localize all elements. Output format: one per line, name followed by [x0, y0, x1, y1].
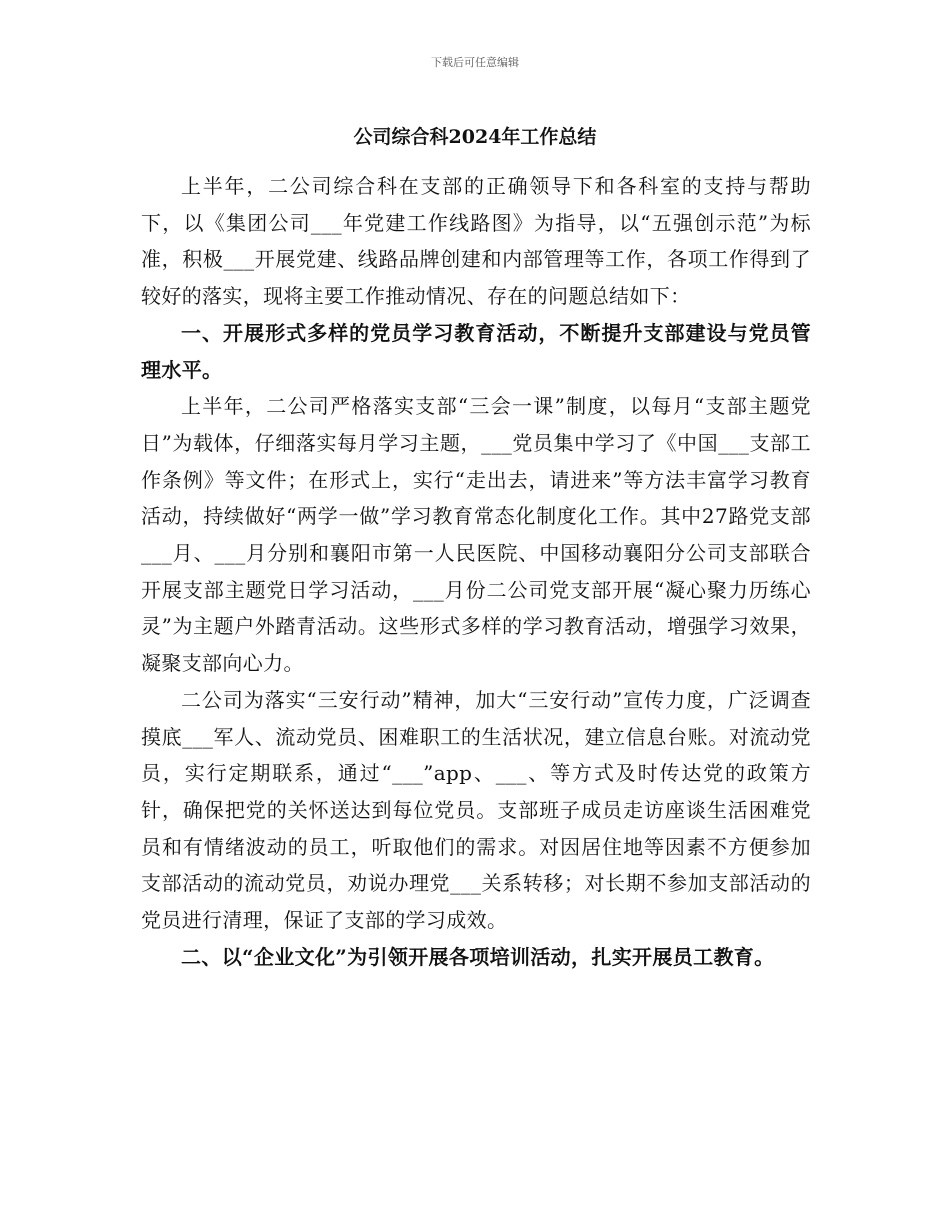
document-title: 公司综合科2024年工作总结 — [353, 126, 597, 148]
section-heading-1: 一、开展形式多样的党员学习教育活动，不断提升支部建设与党员管理水平。 — [141, 320, 811, 382]
section-heading-2: 二、以“企业文化”为引领开展各项培训活动，扎实开展员工教育。 — [181, 944, 775, 969]
header-note: 下载后可任意编辑 — [431, 56, 519, 69]
document-body — [141, 168, 811, 975]
paragraph-three-safety: 二公司为落实“三安行动”精神，加大“三安行动”宣传力度，广泛调查摸底___军人、流动党员、困难职工的生活状况，建立信息台账。对流动党员，实行定期联系，通过“___”app、___、等方式及时传达党的政策方针，确保把党的关怀送达到每位党员。支部班子成员走访座谈生活困难党员和有情绪波动的员工，听取他们的需求。对因居住地等因素不方便参加支部活动的流动党员，劝说办理党___关系转移；对长期不参加支部活动的党员进行清理，保证了支部的学习成效。 — [141, 687, 811, 933]
paragraph-study-activities: 上半年，二公司严格落实支部“三会一课”制度，以每月“支部主题党日”为载体，仔细落实每月学习主题，___党员集中学习了《中国___支部工作条例》等文件；在形式上，实行“走出去，请进来”等方法丰富学习教育活动，持续做好“两学一做”学习教育常态化制度化工作。其中27路党支部___月、___月分别和襄阳市第一人民医院、中国移动襄阳分公司支部联合开展支部主题党日学习活动，___月份二公司党支部开展“凝心聚力历练心灵”为主题户外踏青活动。这些形式多样的学习教育活动，增强学习效果，凝聚支部向心力。 — [141, 394, 811, 676]
paragraph-intro: 上半年，二公司综合科在支部的正确领导下和各科室的支持与帮助下，以《集团公司___年党建工作线路图》为指导，以“五强创示范”为标准，积极___开展党建、线路品牌创建和内部管理等工作，各项工作得到了较好的落实，现将主要工作推动情况、存在的问题总结如下： — [141, 174, 811, 309]
